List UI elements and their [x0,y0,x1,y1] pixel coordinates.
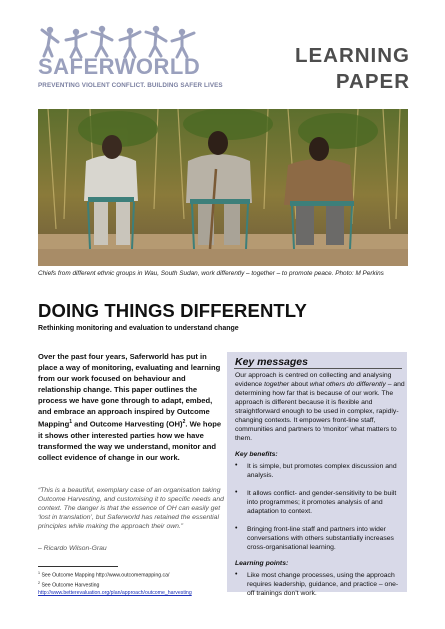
footnote-2 [38,580,224,590]
footnotes [38,570,224,598]
document-type-title [295,43,410,95]
document-type-line-1: LEARNING [294,44,410,67]
intro-text-1: Over the past four years, Saferworld has put in place a way of monitoring, evaluating and learning from our work focused on behaviour and relationship change. This paper outlines the process we have gone through to adapt, embed, and embrace an approach inspired by Outcome Mapping [38,352,221,429]
intro-text-3: . We hope it shows other interested parties how we have transformed the way we understand, monitor and collect evidence of change in our work. [38,419,222,462]
key-messages-divider [234,368,402,369]
logo-wordmark: SAFERWORLD [38,54,201,79]
footnote-number: 2 [38,581,40,586]
intro-segment: about [289,380,310,388]
logo-tagline: PREVENTING VIOLENT CONFLICT. BUILDING SAFER LIVES [38,82,223,89]
key-messages-title: Key messages [235,356,308,368]
footnote-1 [38,570,224,580]
benefit-item: It allows conflict- and gender-sensitivity to be built into programmes; it promotes analysis of and adaptation to context. [247,490,397,515]
footnote-number: 1 [38,571,40,575]
intro-segment: – and determining how far that is because of our work. The approach is different because it is flexible and straightforward enough to be used in complex, rapidly-changing contexts. It empowers front-line staff, communities and partners to ‘monitor’ what matters to them. [235,380,405,442]
benefits-heading: Key benefits: [235,451,278,458]
learning-item: Like most change processes, using the approach requires leadership, guidance, and practice – one-off trainings don’t work. [247,572,399,597]
bullet-icon: • [235,489,238,496]
footnote-ref-2: 2 [182,419,186,426]
document-type-line-2: PAPER [335,70,410,93]
bullet-icon: • [235,462,238,469]
bullet-icon: • [235,571,238,578]
photo-caption: Chiefs from different ethnic groups in Wau, South Sudan, work differently – together – to promote peace. Photo: M Perkins [38,270,384,277]
footnote-text: See Outcome Mapping http://www.outcomemapping.ca/ [40,572,170,579]
pull-quote: “This is a beautiful, exemplary case of an organisation taking Outcome Harvesting, and customising it to specific needs and context. The danger is that the essence of OH can easily get ‘lost in translation’, but Saferworld has retained the essential principles while making the approach their own.” [38,487,224,531]
intro-text-2: and Outcome Harvesting (OH) [72,419,183,429]
footnote-ref-1: 1 [69,419,72,426]
learning-heading: Learning points: [235,560,289,567]
footnote-text: See Outcome Harvesting [40,582,100,589]
footnote-link[interactable]: http://www.betterevaluation.org/plan/approach/outcome_harvesting [38,590,192,597]
benefit-item: It is simple, but promotes complex discussion and analysis. [247,463,397,479]
key-messages-intro [235,372,405,444]
footnote-divider [38,566,118,567]
intro-emphasis: together [264,380,290,388]
cover-photo [38,109,408,266]
quote-attribution: – Ricardo Wilson-Grau [38,545,107,552]
bullet-icon: • [235,525,238,532]
intro-segment: Our approach is centred on collecting and analysing evidence [235,372,392,388]
intro-emphasis: what others do differently [309,380,386,388]
intro-paragraph [38,352,224,464]
page-title: DOING THINGS DIFFERENTLY [38,300,307,321]
page-subtitle: Rethinking monitoring and evaluation to understand change [38,325,239,332]
benefit-item: Bringing front-line staff and partners into wider conversations with others substantially increases cross-organisational learning. [247,526,394,551]
